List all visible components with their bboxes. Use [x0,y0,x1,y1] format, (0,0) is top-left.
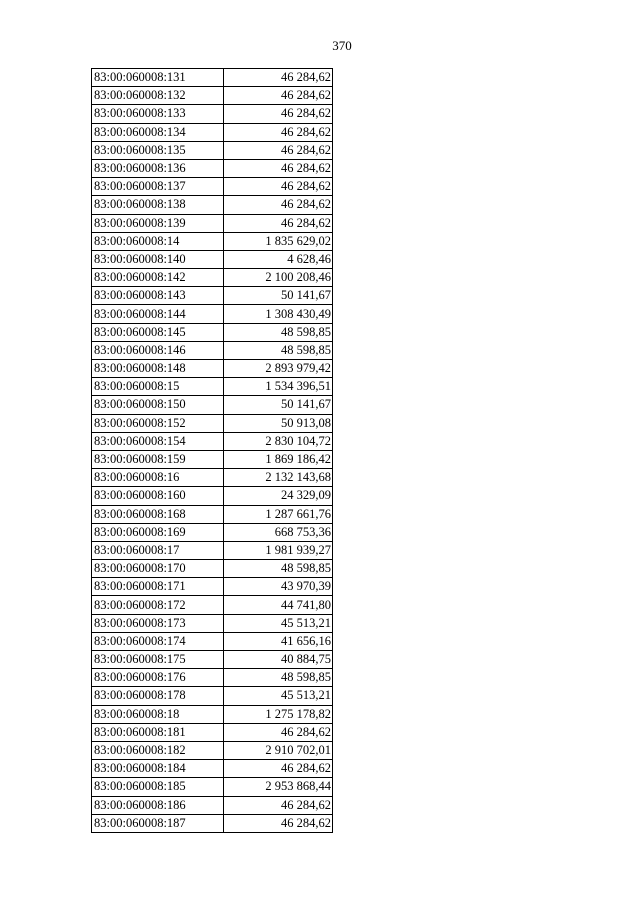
page-number: 370 [332,38,352,53]
cadastral-number-cell: 83:00:060008:139 [92,214,224,232]
cadastral-number-cell: 83:00:060008:18 [92,705,224,723]
table-row [92,560,333,578]
cadastral-number-cell: 83:00:060008:186 [92,796,224,814]
table-row [92,669,333,687]
cadastral-number-cell: 83:00:060008:140 [92,250,224,268]
cadastral-value-cell: 46 284,62 [224,214,333,232]
cadastral-value-cell: 2 893 979,42 [224,360,333,378]
cadastral-number-cell: 83:00:060008:178 [92,687,224,705]
table-row [92,123,333,141]
cadastral-number-cell: 83:00:060008:144 [92,305,224,323]
cadastral-value-cell: 1 981 939,27 [224,541,333,559]
cadastral-number-cell: 83:00:060008:176 [92,669,224,687]
cadastral-value-cell: 46 284,62 [224,69,333,87]
cadastral-number-cell: 83:00:060008:173 [92,614,224,632]
table-row [92,250,333,268]
cadastral-value-cell: 1 869 186,42 [224,450,333,468]
cadastral-number-cell: 83:00:060008:187 [92,814,224,832]
cadastral-number-cell: 83:00:060008:172 [92,596,224,614]
cadastral-number-cell: 83:00:060008:169 [92,523,224,541]
cadastral-number-cell: 83:00:060008:132 [92,87,224,105]
cadastral-value-cell: 1 308 430,49 [224,305,333,323]
table-row [92,87,333,105]
cadastral-number-cell: 83:00:060008:134 [92,123,224,141]
cadastral-number-cell: 83:00:060008:174 [92,632,224,650]
cadastral-number-cell: 83:00:060008:145 [92,323,224,341]
cadastral-number-cell: 83:00:060008:131 [92,69,224,87]
cadastral-number-cell: 83:00:060008:142 [92,269,224,287]
cadastral-number-cell: 83:00:060008:137 [92,178,224,196]
table-row [92,523,333,541]
cadastral-value-cell: 50 913,08 [224,414,333,432]
table-row [92,396,333,414]
cadastral-number-cell: 83:00:060008:171 [92,578,224,596]
table-row [92,414,333,432]
cadastral-number-cell: 83:00:060008:170 [92,560,224,578]
cadastral-value-cell: 1 534 396,51 [224,378,333,396]
table-row [92,178,333,196]
cadastral-value-cell: 45 513,21 [224,614,333,632]
table-row [92,287,333,305]
table-row [92,432,333,450]
cadastral-number-cell: 83:00:060008:160 [92,487,224,505]
table-row [92,741,333,759]
cadastral-value-cell: 46 284,62 [224,796,333,814]
cadastral-value-cell: 48 598,85 [224,560,333,578]
table-row [92,632,333,650]
table-row [92,196,333,214]
table-row [92,723,333,741]
cadastral-value-cell: 46 284,62 [224,159,333,177]
table-row [92,323,333,341]
table-row [92,232,333,250]
cadastral-number-cell: 83:00:060008:152 [92,414,224,432]
table-row [92,214,333,232]
table-row [92,778,333,796]
cadastral-value-cell: 1 275 178,82 [224,705,333,723]
cadastral-number-cell: 83:00:060008:148 [92,360,224,378]
cadastral-number-cell: 83:00:060008:146 [92,341,224,359]
cadastral-value-cell: 46 284,62 [224,814,333,832]
table-row [92,69,333,87]
cadastral-value-cell: 2 132 143,68 [224,469,333,487]
cadastral-number-cell: 83:00:060008:185 [92,778,224,796]
cadastral-value-cell: 668 753,36 [224,523,333,541]
table-row [92,614,333,632]
cadastral-value-cell: 48 598,85 [224,341,333,359]
cadastral-value-cell: 48 598,85 [224,323,333,341]
table-row [92,305,333,323]
table-row [92,450,333,468]
cadastral-number-cell: 83:00:060008:154 [92,432,224,450]
table-row [92,360,333,378]
table-body [92,69,333,833]
table-row [92,814,333,832]
cadastral-number-cell: 83:00:060008:143 [92,287,224,305]
cadastral-value-cell: 1 835 629,02 [224,232,333,250]
table-row [92,705,333,723]
table-row [92,378,333,396]
cadastral-value-cell: 43 970,39 [224,578,333,596]
table-row [92,341,333,359]
cadastral-value-cell: 46 284,62 [224,760,333,778]
cadastral-value-cell: 48 598,85 [224,669,333,687]
cadastral-value-cell: 2 100 208,46 [224,269,333,287]
table-row [92,796,333,814]
cadastral-number-cell: 83:00:060008:184 [92,760,224,778]
cadastral-number-cell: 83:00:060008:159 [92,450,224,468]
cadastral-value-cell: 46 284,62 [224,87,333,105]
cadastral-value-cell: 46 284,62 [224,105,333,123]
table-row [92,760,333,778]
table-row [92,141,333,159]
table-row [92,596,333,614]
cadastral-value-cell: 2 953 868,44 [224,778,333,796]
table-row [92,269,333,287]
cadastral-value-cell: 46 284,62 [224,178,333,196]
cadastral-number-cell: 83:00:060008:16 [92,469,224,487]
cadastral-number-cell: 83:00:060008:175 [92,651,224,669]
cadastral-number-cell: 83:00:060008:133 [92,105,224,123]
table-row [92,505,333,523]
cadastral-value-cell: 44 741,80 [224,596,333,614]
table-row [92,487,333,505]
cadastral-value-cell: 41 656,16 [224,632,333,650]
cadastral-value-cell: 40 884,75 [224,651,333,669]
cadastral-number-cell: 83:00:060008:17 [92,541,224,559]
table-row [92,541,333,559]
cadastral-number-cell: 83:00:060008:182 [92,741,224,759]
cadastral-number-cell: 83:00:060008:15 [92,378,224,396]
cadastral-value-cell: 50 141,67 [224,396,333,414]
cadastral-value-cell: 2 910 702,01 [224,741,333,759]
cadastral-value-cell: 45 513,21 [224,687,333,705]
cadastral-value-cell: 46 284,62 [224,141,333,159]
cadastral-number-cell: 83:00:060008:136 [92,159,224,177]
table-row [92,578,333,596]
cadastral-value-cell: 2 830 104,72 [224,432,333,450]
table-row [92,687,333,705]
cadastral-number-cell: 83:00:060008:14 [92,232,224,250]
cadastral-number-cell: 83:00:060008:135 [92,141,224,159]
table-row [92,469,333,487]
cadastral-value-cell: 46 284,62 [224,196,333,214]
cadastral-number-cell: 83:00:060008:150 [92,396,224,414]
cadastral-value-cell: 1 287 661,76 [224,505,333,523]
cadastral-value-cell: 4 628,46 [224,250,333,268]
cadastral-number-cell: 83:00:060008:138 [92,196,224,214]
cadastral-value-cell: 24 329,09 [224,487,333,505]
table-row [92,651,333,669]
table-row [92,159,333,177]
cadastral-number-cell: 83:00:060008:168 [92,505,224,523]
cadastral-value-cell: 46 284,62 [224,723,333,741]
table-row [92,105,333,123]
cadastral-value-table [91,68,333,833]
cadastral-value-cell: 50 141,67 [224,287,333,305]
cadastral-number-cell: 83:00:060008:181 [92,723,224,741]
cadastral-value-cell: 46 284,62 [224,123,333,141]
